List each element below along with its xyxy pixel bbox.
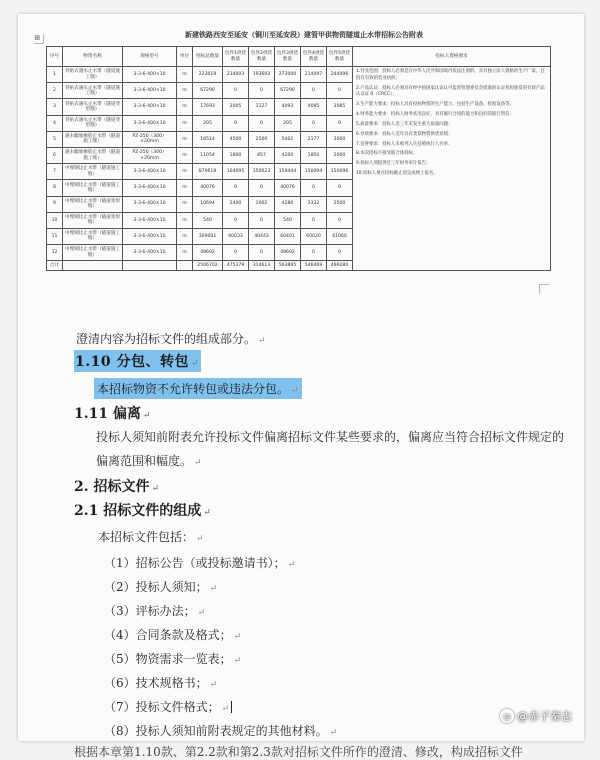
table-cell: 3000: [327, 131, 353, 147]
table-cell: m: [177, 115, 193, 131]
table-cell: 0: [223, 180, 249, 196]
spec-table: [46, 46, 551, 271]
table-cell: 0: [327, 83, 353, 99]
table-cell: 背贴式遇水止水带（隧道施工缝）: [63, 67, 123, 83]
table-cell: 11054: [193, 147, 223, 163]
table-cell: 150096: [327, 164, 353, 180]
requirement-line: 9.投标人须提供近三年财务审计报告；: [356, 161, 431, 167]
table-cell: 背贴式遇水止水带（隧道变形缝）: [63, 115, 123, 131]
table-cell: m: [177, 147, 193, 163]
table-cell: 4093: [275, 99, 301, 115]
paragraph-mark-icon: ↵: [196, 534, 204, 544]
table-cell: 中埋钢边止水带（隧道变形缝）: [63, 212, 123, 228]
table-cell: 49692: [275, 245, 301, 261]
table-cell: 0: [249, 212, 275, 228]
table-cell: 0: [327, 180, 353, 196]
table-cell: 0: [301, 245, 327, 261]
table-cell: 4095: [301, 99, 327, 115]
clarification-note: 澄清内容为招标文件的组成部分。 ↵: [76, 332, 266, 346]
table-cell: 2000: [327, 147, 353, 163]
table-cell: 9: [47, 196, 63, 212]
requirement-line: 2.产品认证：投标人必须具有经中国国家认证认可监督管理委员会批准的认证机构颁发的有效产品认证证书（CRCC）；: [356, 85, 545, 98]
table-cell: 150023: [249, 164, 275, 180]
partial-paragraph: 根据本章第1.10款、第2.2款和第2.3款对招标文件所作的澄清、修改，构成招标文件: [74, 745, 523, 759]
table-cell: 0: [327, 115, 353, 131]
paragraph-mark-icon: ↵: [233, 632, 242, 642]
table-cell: 205: [193, 115, 223, 131]
table-cell: 540: [193, 212, 223, 228]
table-cell: 1800: [223, 147, 249, 163]
table-cell: 0: [249, 83, 275, 99]
table-cell: 合计: [47, 261, 63, 271]
table-cell: 60033: [223, 228, 249, 244]
paragraph-mark-icon: ↵: [258, 336, 266, 346]
paragraph-mark-icon: ↵: [287, 560, 296, 570]
table-cell: 遇水膨胀橡胶止水带（隧道施工缝）: [63, 147, 123, 163]
table-header-cell: 包件2供货数量: [249, 47, 275, 67]
table-cell: 3-3-6-400×10: [123, 245, 177, 261]
table-cell: m: [177, 180, 193, 196]
table-cell: m: [177, 99, 193, 115]
table-cell: 4: [47, 115, 63, 131]
table-cell: 0: [327, 212, 353, 228]
table-cell: 3-3-6-400×10: [123, 196, 177, 212]
table-header-row: [47, 47, 551, 67]
paragraph-mark-icon: ↵: [151, 484, 160, 494]
section-1-11-heading: 1.11 偏离 ↵: [74, 406, 151, 422]
table-header-cell: 单位: [177, 47, 193, 67]
watermark-logo-icon: ◎: [500, 709, 514, 723]
table-header-cell: 规格型号: [123, 47, 177, 67]
list-item: （3）评标办法； ↵: [104, 604, 206, 618]
list-item: （4）合同条款及格式； ↵: [104, 628, 242, 642]
table-cell: 17693: [193, 99, 223, 115]
table-cell: 244096: [327, 67, 353, 83]
table-cell: m: [177, 131, 193, 147]
table-cell: 546469: [301, 261, 327, 271]
table-cell: 0: [249, 180, 275, 196]
table-cell: 3-3-6-400×10: [123, 164, 177, 180]
table-cell: 遇水膨胀橡胶止水带（隧道施工缝）: [63, 131, 123, 147]
table-cell: 7: [47, 164, 63, 180]
table-cell: 2500: [249, 131, 275, 147]
table-cell: 475379: [223, 261, 249, 271]
table-cell: 0: [249, 245, 275, 261]
list-item[interactable]: （7）投标文件格式； ↵: [104, 698, 232, 715]
section-2-heading: 2. 招标文件 ↵: [74, 479, 160, 495]
paragraph-mark-icon: ↵: [203, 508, 211, 518]
table-cell: 4200: [275, 147, 301, 163]
table-cell: 0: [223, 83, 249, 99]
table-cell: 3-3-6-400×10: [123, 99, 177, 115]
table-cell: 60020: [301, 228, 327, 244]
table-cell: 中埋钢边止水带（隧道变形缝）: [63, 196, 123, 212]
table-cell: 540: [275, 212, 301, 228]
list-item: （5）物资需求一览表； ↵: [104, 652, 242, 666]
table-cell: 3-3-6-400×10: [123, 67, 177, 83]
table-cell: [63, 261, 123, 271]
paragraph-mark-icon: ↵: [209, 584, 218, 594]
table-header-cell: 包件5供货数量: [327, 47, 353, 67]
paragraph-mark-icon: ↵: [197, 608, 206, 618]
table-move-handle[interactable]: ⊞: [34, 34, 40, 42]
table-cell: 1002: [249, 196, 275, 212]
table-cell: 273000: [275, 67, 301, 83]
table-cell: m: [177, 164, 193, 180]
table-cell: m: [177, 245, 193, 261]
table-header-cell: 包件1供货数量: [223, 47, 249, 67]
table-cell: 2400: [223, 196, 249, 212]
table-cell: 背贴式遇水止水带（隧道施工缝）: [63, 83, 123, 99]
requirement-line: 6.业绩要求：投标人近年具有类似物资供货业绩；: [356, 131, 453, 137]
table-cell: 12: [47, 245, 63, 261]
bidder-requirements-cell: [353, 67, 551, 271]
section-1-10-body: 本招标物资不允许转包或违法分包。 ↵: [94, 378, 302, 399]
table-cell: 3085: [327, 99, 353, 115]
margin-corner-mark: [539, 284, 549, 294]
table-cell: 205: [275, 115, 301, 131]
table-cell: 0: [223, 212, 249, 228]
table-cell: 2506702: [193, 261, 223, 271]
table-cell: m: [177, 67, 193, 83]
table-cell: PZ-250（300）×20mm: [123, 147, 177, 163]
requirement-line: 8.本次招标不接受联合体投标；: [356, 151, 418, 157]
table-cell: 3-3-6-400×10: [123, 228, 177, 244]
table-cell: 314613: [249, 261, 275, 271]
watermark: [500, 708, 572, 724]
table-cell: m: [177, 212, 193, 228]
table-cell: 61060: [327, 228, 353, 244]
paragraph-mark-icon: ↵: [329, 728, 338, 738]
table-cell: 67290: [193, 83, 223, 99]
table-header-cell: 包件4供货数量: [301, 47, 327, 67]
paragraph-mark-icon: ↵: [233, 656, 242, 666]
table-cell: 5: [47, 131, 63, 147]
table-cell: [123, 261, 177, 271]
table-cell: 309001: [193, 228, 223, 244]
table-header-cell: 物资名称: [63, 47, 123, 67]
section-1-10-heading: 1.10 分包、转包 ↵: [74, 350, 201, 372]
requirement-line: 5.质量要求：投标人近三年未发生重大质量问题；: [356, 121, 453, 127]
table-cell: 223019: [193, 67, 223, 83]
paragraph-mark-icon: ↵: [142, 411, 151, 421]
text-cursor: [231, 701, 232, 713]
table-cell: m: [177, 196, 193, 212]
requirement-line: 7.信誉要求：投标人未被列入失信被执行人名单；: [356, 141, 453, 147]
table-cell: 563895: [275, 261, 301, 271]
watermark-text: @赤子秦志: [517, 710, 572, 723]
table-cell: 0: [249, 115, 275, 131]
document-page: [18, 14, 584, 759]
table-cell: 10694: [193, 196, 223, 212]
table-cell: 8: [47, 180, 63, 196]
requirement-line: 3.生产能力要求：投标人具有投标物资的生产能力，包括生产设备、检验设备等；: [356, 102, 514, 108]
table-cell: 1: [47, 67, 63, 83]
list-item: （8）投标人须知前附表规定的其他材料。 ↵: [104, 724, 338, 738]
table-cell: 879619: [193, 164, 223, 180]
table-cell: 2500: [327, 196, 353, 212]
paragraph-mark-icon: ↵: [221, 704, 230, 714]
table-cell: 背贴式遇水止水带（隧道变形缝）: [63, 99, 123, 115]
table-header-cell: 投标人资格要求: [353, 47, 551, 67]
table-cell: [177, 261, 193, 271]
requirement-line: 4.财务能力要求：投标人财务状况良好，具有履行合同的能力和良好的银行资信；: [356, 112, 514, 118]
list-item: （6）技术规格书； ↵: [104, 676, 218, 690]
table-cell: 150094: [301, 164, 327, 180]
table-cell: 0: [301, 180, 327, 196]
table-cell: 2005: [223, 99, 249, 115]
section-2-1-intro: 本招标文件包括： ↵: [98, 530, 204, 544]
table-title: 新建铁路西安至延安（铜川至延安段）建管甲供物资隧道止水带招标公告附表: [185, 30, 423, 39]
list-item: （1）招标公告（或投标邀请书）； ↵: [104, 556, 296, 570]
table-cell: 3-3-6-400×10: [123, 115, 177, 131]
table-cell: 3-3-6-400×10: [123, 212, 177, 228]
table-cell: 0: [301, 115, 327, 131]
table-cell: 49692: [193, 245, 223, 261]
table-cell: 4500: [223, 131, 249, 147]
table-cell: 中埋钢边止水带（隧道施工缝）: [63, 245, 123, 261]
table-cell: 40076: [275, 180, 301, 196]
paragraph-mark-icon: ↵: [194, 458, 202, 468]
table-cell: 3: [47, 99, 63, 115]
table-cell: 164095: [223, 164, 249, 180]
table-cell: PZ-250（300）×20mm: [123, 131, 177, 147]
table-header-cell: 招标总数量: [193, 47, 223, 67]
table-cell: 5402: [275, 131, 301, 147]
table-cell: m: [177, 228, 193, 244]
table-cell: m: [177, 83, 193, 99]
table-cell: 1850: [301, 147, 327, 163]
table-cell: 499280: [327, 261, 353, 271]
table-cell: 4280: [275, 196, 301, 212]
table-cell: 0: [223, 115, 249, 131]
table-cell: 1127: [249, 99, 275, 115]
table-row: [47, 67, 551, 83]
table-cell: 159444: [275, 164, 301, 180]
table-cell: 11: [47, 228, 63, 244]
table-cell: 中埋钢边止水带（隧道施工缝）: [63, 180, 123, 196]
table-cell: 193603: [249, 67, 275, 83]
table-cell: 40076: [193, 180, 223, 196]
requirement-line: 10.投标人须在投标截止前完成网上报名。: [356, 171, 438, 177]
table-cell: 中埋钢边止水带（隧道施工缝）: [63, 164, 123, 180]
table-cell: 40443: [249, 228, 275, 244]
table-cell: 6: [47, 147, 63, 163]
table-cell: 3-3-6-400×10: [123, 83, 177, 99]
table-cell: 18514: [193, 131, 223, 147]
table-cell: 214097: [301, 67, 327, 83]
table-cell: 67290: [275, 83, 301, 99]
paragraph-mark-icon: ↵: [190, 359, 200, 369]
table-cell: 0: [301, 212, 327, 228]
section-2-1-heading: 2.1 招标文件的组成 ↵: [74, 503, 211, 519]
table-cell: 234003: [223, 67, 249, 83]
table-cell: 60401: [275, 228, 301, 244]
table-cell: 0: [327, 245, 353, 261]
paragraph-mark-icon: ↵: [209, 680, 218, 690]
paragraph-mark-icon: ↵: [291, 386, 299, 396]
list-item: （2）投标人须知； ↵: [104, 580, 218, 594]
table-cell: 0: [301, 83, 327, 99]
requirement-line: 1.营业范围：投标人必须是在中华人民共和国境内依法注册的、具有独立法人资格的生产厂家，且持有有效的营业执照；: [356, 69, 545, 81]
table-cell: 857: [249, 147, 275, 163]
table-cell: 中埋钢边止水带（隧道施工缝）: [63, 228, 123, 244]
table-cell: 2: [47, 83, 63, 99]
table-cell: 0: [223, 245, 249, 261]
table-header-cell: 包件3供货数量: [275, 47, 301, 67]
section-1-11-body: 投标人须知前附表允许投标文件偏离招标文件某些要求的，偏离应当符合招标文件规定的偏离范围和幅度。 ↵: [96, 430, 565, 468]
table-cell: 2177: [301, 131, 327, 147]
table-cell: 3-3-6-400×10: [123, 180, 177, 196]
table-header-cell: 序号: [47, 47, 63, 67]
table-cell: 3332: [301, 196, 327, 212]
table-cell: 10: [47, 212, 63, 228]
